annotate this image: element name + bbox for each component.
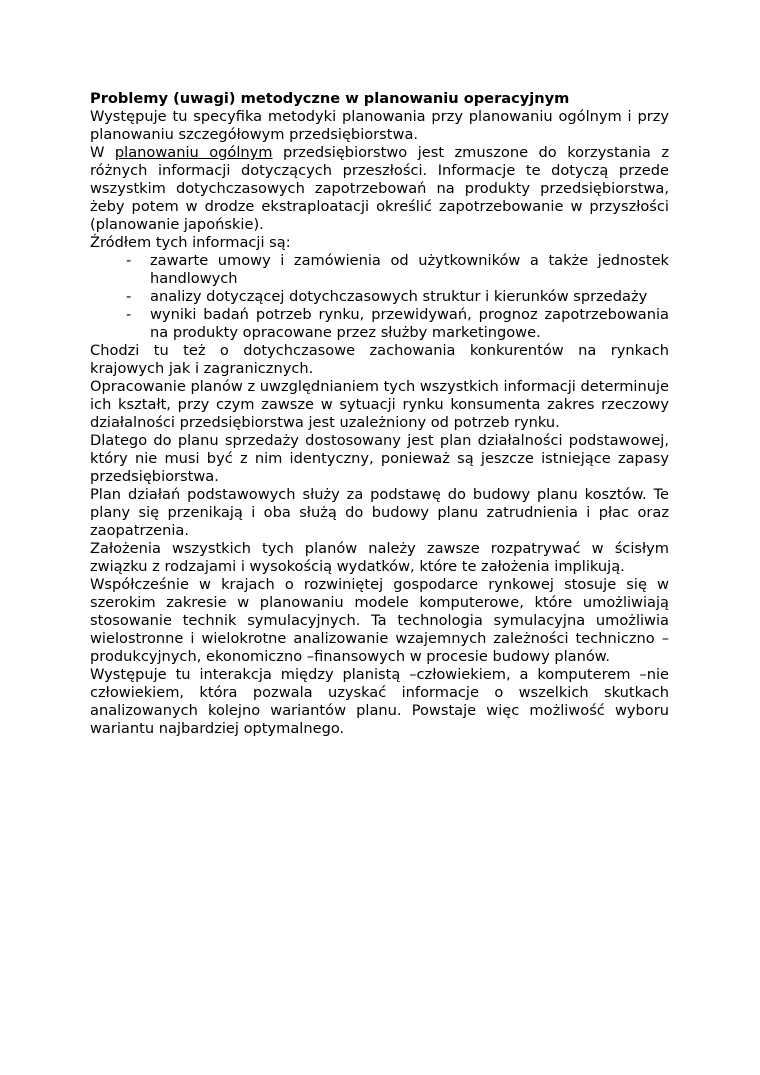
list-item: - zawarte umowy i zamówienia od użytkowników a także jednostek handlowych (150, 252, 669, 288)
paragraph: Założenia wszystkich tych planów należy zawsze rozpatrywać w ścisłym związku z rodzajami i wysokością wydatków, które te założenia implikują. (90, 540, 669, 575)
paragraph: Chodzi tu też o dotychczasowe zachowania konkurentów na rynkach krajowych jak i zagranicznych. (90, 342, 669, 377)
list-item: - wyniki badań potrzeb rynku, przewidywań, prognoz zapotrzebowania na produkty opracowane przez służby marketingowe. (150, 306, 669, 342)
paragraph: Opracowanie planów z uwzględnianiem tych wszystkich informacji determinuje ich kształt, przy czym zawsze w sytuacji rynku konsumenta zakres rzeczowy działalności przedsiębiorstwa jest uzależniony od potrzeb rynku. (90, 378, 669, 431)
paragraph: Plan działań podstawowych służy za podstawę do budowy planu kosztów. Te plany się przenikają i oba służą do budowy planu zatrudnienia i płac oraz zaopatrzenia. (90, 486, 669, 539)
sources-list (90, 252, 669, 342)
paragraph: Dlatego do planu sprzedaży dostosowany jest plan działalności podstawowej, który nie musi być z nim identyczny, ponieważ są jeszcze istniejące zapasy przedsiębiorstwa. (90, 432, 669, 485)
list-item: - analizy dotyczącej dotychczasowych struktur i kierunków sprzedaży (150, 288, 669, 306)
document-title: Problemy (uwagi) metodyczne w planowaniu operacyjnym (90, 90, 570, 107)
underlined-term: planowaniu ogólnym (114, 144, 273, 161)
paragraph-prefix: W (90, 144, 115, 161)
document-page (90, 90, 669, 738)
paragraph: Współcześnie w krajach o rozwiniętej gospodarce rynkowej stosuje się w szerokim zakresie w planowaniu modele komputerowe, które umożliwiają stosowanie technik symulacyjnych. Ta technologia symulacyjna umożliwia wielostronne i wielokrotne analizowanie wzajemnych zależności techniczno –produkcyjnych, ekonomiczno –finansowych w procesie budowy planów. (90, 576, 669, 665)
intro-paragraph: Występuje tu specyfika metodyki planowania przy planowaniu ogólnym i przy planowaniu szczegółowym przedsiębiorstwa. (90, 108, 669, 143)
sources-heading: Źródłem tych informacji są: (90, 234, 291, 251)
general-planning-paragraph (90, 144, 669, 234)
paragraph: Występuje tu interakcja między planistą –człowiekiem, a komputerem –nie człowiekiem, która pozwala uzyskać informacje o wszelkich skutkach analizowanych kolejno wariantów planu. Powstaje więc możliwość wyboru wariantu najbardziej optymalnego. (90, 666, 669, 737)
paragraph-rest: przedsiębiorstwo jest zmuszone do korzystania z różnych informacji dotyczących przeszłości. Informacje te dotyczą przede wszystkim dotychczasowych zapotrzebowań na produkty przedsiębiorstwa, żeby potem w drodze ekstraploatacji określić zapotrzebowanie w przyszłości (planowanie japońskie). (90, 144, 669, 233)
